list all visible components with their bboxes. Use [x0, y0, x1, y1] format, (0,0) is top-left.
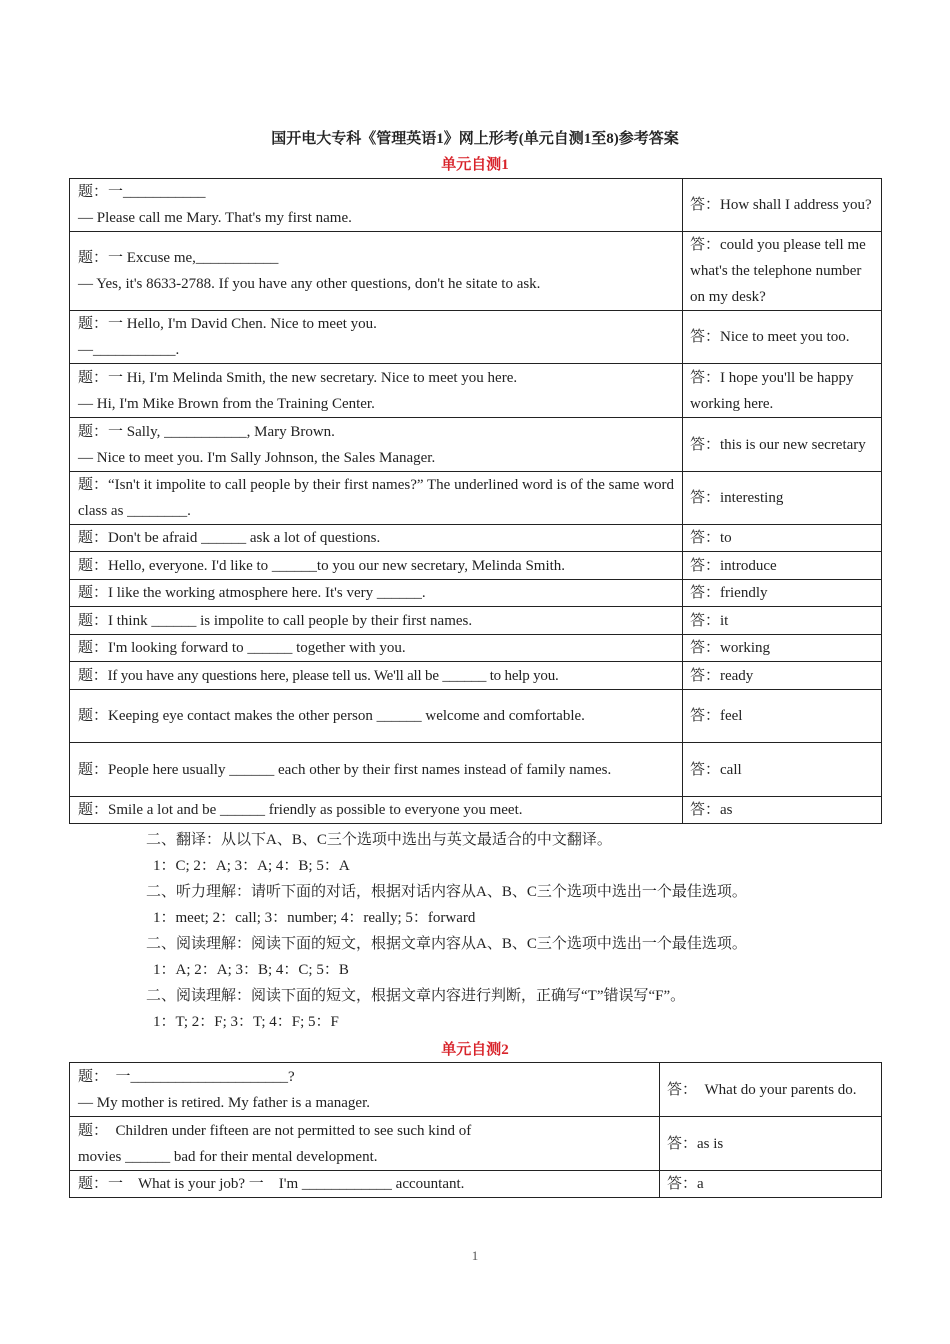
question-cell: 题： 一_____________________? — My mother is retired. My father is a manager.	[70, 1063, 660, 1117]
answer-cell: 答： What do your parents do.	[660, 1063, 882, 1117]
question-cell: 题：Smile a lot and be ______ friendly as possible to everyone you meet.	[70, 797, 683, 824]
answer-cell: 答：call	[683, 743, 882, 797]
question-cell: 题：“Isn't it impolite to call people by their first names?” The underlined word is of the same word class as ________.	[70, 472, 683, 525]
table-row	[70, 580, 882, 607]
unit2-heading: 单元自测2	[441, 1042, 509, 1058]
table-row	[70, 662, 882, 690]
unit1-exercise-notes	[146, 827, 906, 1035]
answer-cell: 答：How shall I address you?	[683, 179, 882, 232]
table-row	[70, 1171, 882, 1198]
question-cell: 题：一___________ — Please call me Mary. That's my first name.	[70, 179, 683, 232]
table-row	[70, 743, 882, 797]
page-number: 1	[471, 1248, 479, 1263]
unit1-qa-table	[69, 178, 882, 824]
answer-cell: 答：as	[683, 797, 882, 824]
answer-cell: 答：it	[683, 607, 882, 635]
table-row	[70, 552, 882, 580]
exercise-instruction: 二、翻译：从以下A、B、C三个选项中选出与英文最适合的中文翻译。	[146, 832, 612, 848]
table-row	[70, 418, 882, 472]
answer-cell: 答：introduce	[683, 552, 882, 580]
answer-cell: 答：a	[660, 1171, 882, 1198]
table-row	[70, 311, 882, 364]
question-cell: 题：Keeping eye contact makes the other person ______ welcome and comfortable.	[70, 690, 683, 743]
table-row	[70, 607, 882, 635]
question-cell: 题：一 Hi, I'm Melinda Smith, the new secretary. Nice to meet you here. — Hi, I'm Mike Brown from the Training Center.	[70, 364, 683, 418]
answer-cell: 答：could you please tell me what's the telephone number on my desk?	[683, 232, 882, 311]
exercise-answers: 1：C; 2：A; 3：A; 4：B; 5：A	[153, 858, 350, 874]
question-cell: 题：一 Excuse me,___________ — Yes, it's 8633-2788. If you have any other questions, don't he sitate to ask.	[70, 232, 683, 311]
unit2-qa-table	[69, 1062, 882, 1198]
answer-cell: 答：to	[683, 525, 882, 552]
exercise-instruction: 二、听力理解：请听下面的对话，根据对话内容从A、B、C三个选项中选出一个最佳选项。	[146, 884, 747, 900]
question-cell: 题：I'm looking forward to ______ together with you.	[70, 635, 683, 662]
question-cell: 题：Don't be afraid ______ ask a lot of questions.	[70, 525, 683, 552]
answer-cell: 答：interesting	[683, 472, 882, 525]
table-row	[70, 797, 882, 824]
exercise-instruction: 二、阅读理解：阅读下面的短文，根据文章内容从A、B、C三个选项中选出一个最佳选项。	[146, 936, 747, 952]
exercise-answers: 1：A; 2：A; 3：B; 4：C; 5：B	[153, 962, 349, 978]
question-cell: 题：I like the working atmosphere here. It's very ______.	[70, 580, 683, 607]
answer-cell: 答：this is our new secretary	[683, 418, 882, 472]
unit1-heading: 单元自测1	[441, 157, 509, 173]
answer-cell: 答：working	[683, 635, 882, 662]
table-row	[70, 232, 882, 311]
answer-cell: 答：friendly	[683, 580, 882, 607]
answer-cell: 答：Nice to meet you too.	[683, 311, 882, 364]
question-cell: 题： Children under fifteen are not permitted to see such kind of movies ______ bad for their mental development.	[70, 1117, 660, 1171]
answer-cell: 答：I hope you'll be happy working here.	[683, 364, 882, 418]
question-cell: 题：People here usually ______ each other by their first names instead of family names.	[70, 743, 683, 797]
question-cell: 题：一 Hello, I'm David Chen. Nice to meet you. —___________.	[70, 311, 683, 364]
exercise-answers: 1：T; 2：F; 3：T; 4：F; 5：F	[153, 1014, 339, 1030]
table-row	[70, 635, 882, 662]
question-cell: 题：一 Sally, ___________, Mary Brown. — Nice to meet you. I'm Sally Johnson, the Sales Manager.	[70, 418, 683, 472]
table-row	[70, 690, 882, 743]
table-row	[70, 472, 882, 525]
question-cell: 题：If you have any questions here, please tell us. We'll all be ______ to help you.	[70, 662, 683, 690]
question-cell: 题：Hello, everyone. I'd like to ______to you our new secretary, Melinda Smith.	[70, 552, 683, 580]
table-row	[70, 525, 882, 552]
answer-cell: 答：feel	[683, 690, 882, 743]
table-row	[70, 179, 882, 232]
exercise-instruction: 二、阅读理解：阅读下面的短文，根据文章内容进行判断，正确写“T”错误写“F”。	[146, 988, 686, 1004]
table-row	[70, 1117, 882, 1171]
answer-cell: 答：ready	[683, 662, 882, 690]
question-cell: 题：一 What is your job? 一 I'm ____________ accountant.	[70, 1171, 660, 1198]
table-row	[70, 1063, 882, 1117]
answer-cell: 答：as is	[660, 1117, 882, 1171]
document-title: 国开电大专科《管理英语1》网上形考(单元自测1至8)参考答案	[271, 131, 679, 147]
exercise-answers: 1：meet; 2：call; 3：number; 4：really; 5：forward	[153, 910, 476, 926]
table-row	[70, 364, 882, 418]
question-cell: 题：I think ______ is impolite to call people by their first names.	[70, 607, 683, 635]
